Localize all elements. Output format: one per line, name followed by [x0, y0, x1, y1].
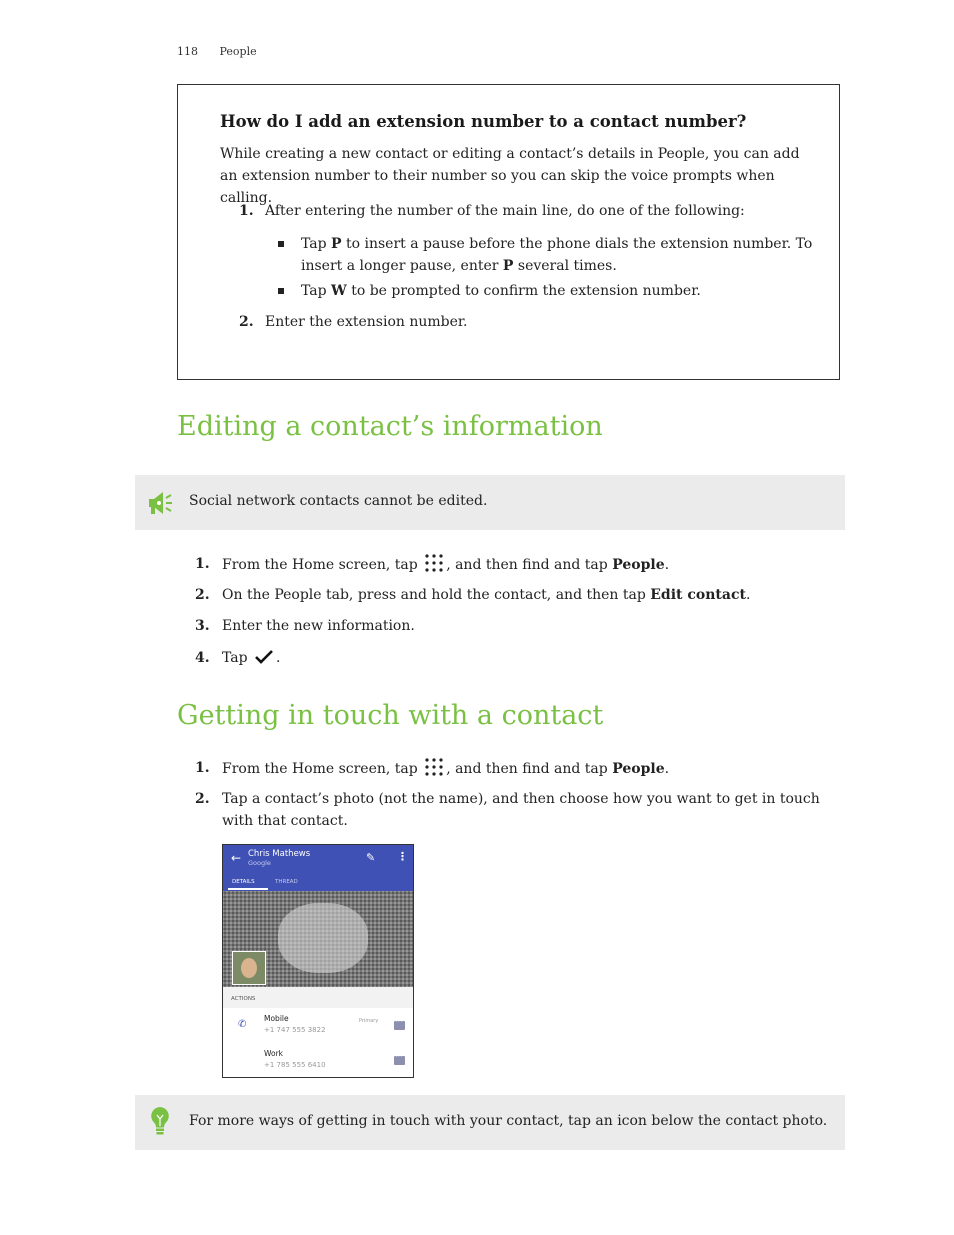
phone-icon[interactable]: ✆	[238, 1019, 247, 1030]
step-number: 1.	[195, 760, 210, 776]
step-number: 1.	[195, 556, 210, 572]
editing-step-4	[195, 647, 845, 669]
faq-title: How do I add an extension number to a contact number?	[220, 112, 747, 131]
tab-indicator	[228, 888, 268, 890]
faq-bullet-1	[278, 233, 818, 277]
section-name: People	[219, 45, 257, 58]
apps-grid-icon	[424, 757, 444, 777]
faq-intro: While creating a new contact or editing a contact’s details in People, you can add an extension number to their number so you can skip the voice prompts when calling.	[220, 146, 800, 206]
speaker-note-icon	[145, 488, 175, 518]
row-work-number[interactable]: +1 785 555 6410	[264, 1061, 326, 1069]
step-number: 3.	[195, 618, 210, 634]
tab-thread[interactable]: THREAD	[275, 879, 298, 885]
bullet-marker	[278, 241, 284, 247]
editing-step-3	[195, 615, 845, 637]
contact-photo[interactable]	[223, 891, 413, 987]
primary-tag: Primary	[359, 1018, 379, 1024]
contact-details-screenshot	[222, 844, 414, 1078]
touch-step-1	[195, 757, 845, 780]
step-text: Tap .	[222, 650, 281, 666]
step-number: 1.	[239, 203, 254, 219]
step-number: 2.	[239, 314, 254, 330]
row-work-label[interactable]: Work	[264, 1049, 283, 1058]
more-vert-icon[interactable]: ⋮	[397, 850, 408, 863]
step-text: Enter the extension number.	[265, 314, 468, 330]
step-text: Enter the new information.	[222, 618, 415, 634]
bullet-text: Tap W to be prompted to confirm the extension number.	[301, 283, 701, 299]
apps-grid-icon	[424, 553, 444, 573]
touch-step-2	[195, 788, 845, 832]
bullet-text: Tap P to insert a pause before the phone dials the extension number. To insert a longer pause, enter P several times.	[301, 236, 813, 274]
step-text: Tap a contact’s photo (not the name), and then choose how you want to get in touch with that contact.	[222, 791, 820, 829]
lightbulb-tip-icon	[149, 1105, 171, 1137]
note-box	[135, 475, 845, 530]
editing-step-2	[195, 584, 845, 606]
step-text: From the Home screen, tap , and then find and tap People.	[222, 553, 845, 576]
getting-in-touch-heading: Getting in touch with a contact	[177, 700, 604, 731]
tab-details[interactable]: DETAILS	[232, 879, 255, 885]
tip-box	[135, 1095, 845, 1150]
actions-label: ACTIONS	[231, 996, 256, 1002]
editing-heading: Editing a contact’s information	[177, 411, 603, 442]
step-number: 2.	[195, 791, 210, 807]
message-icon[interactable]	[394, 1056, 405, 1065]
thumbnail-face	[241, 958, 257, 978]
step-number: 2.	[195, 587, 210, 603]
step-number: 4.	[195, 650, 210, 666]
row-mobile-label[interactable]: Mobile	[264, 1014, 289, 1023]
back-arrow-icon[interactable]: ←	[231, 851, 242, 865]
app-bar	[223, 845, 413, 891]
step-text: From the Home screen, tap , and then find and tap People.	[222, 757, 845, 780]
page-header	[177, 45, 257, 58]
step-text: On the People tab, press and hold the contact, and then tap Edit contact.	[222, 587, 751, 603]
edit-pencil-icon[interactable]: ✎	[366, 851, 376, 864]
page-number: 118	[177, 45, 198, 58]
faq-bullet-2	[278, 280, 818, 302]
checkmark-icon	[254, 648, 274, 666]
message-icon[interactable]	[394, 1021, 405, 1030]
editing-step-1	[195, 553, 845, 576]
row-mobile-number[interactable]: +1 747 555 3822	[264, 1026, 326, 1034]
contact-photo-face	[278, 903, 368, 973]
faq-box	[177, 84, 840, 380]
bullet-marker	[278, 288, 284, 294]
contact-account: Google	[248, 859, 271, 867]
step-text: After entering the number of the main line, do one of the following:	[265, 203, 745, 219]
note-text: Social network contacts cannot be edited.	[189, 493, 488, 509]
contact-name: Chris Mathews	[248, 849, 311, 859]
contact-thumbnail[interactable]	[232, 951, 266, 985]
tip-text: For more ways of getting in touch with your contact, tap an icon below the contact photo.	[189, 1113, 828, 1129]
